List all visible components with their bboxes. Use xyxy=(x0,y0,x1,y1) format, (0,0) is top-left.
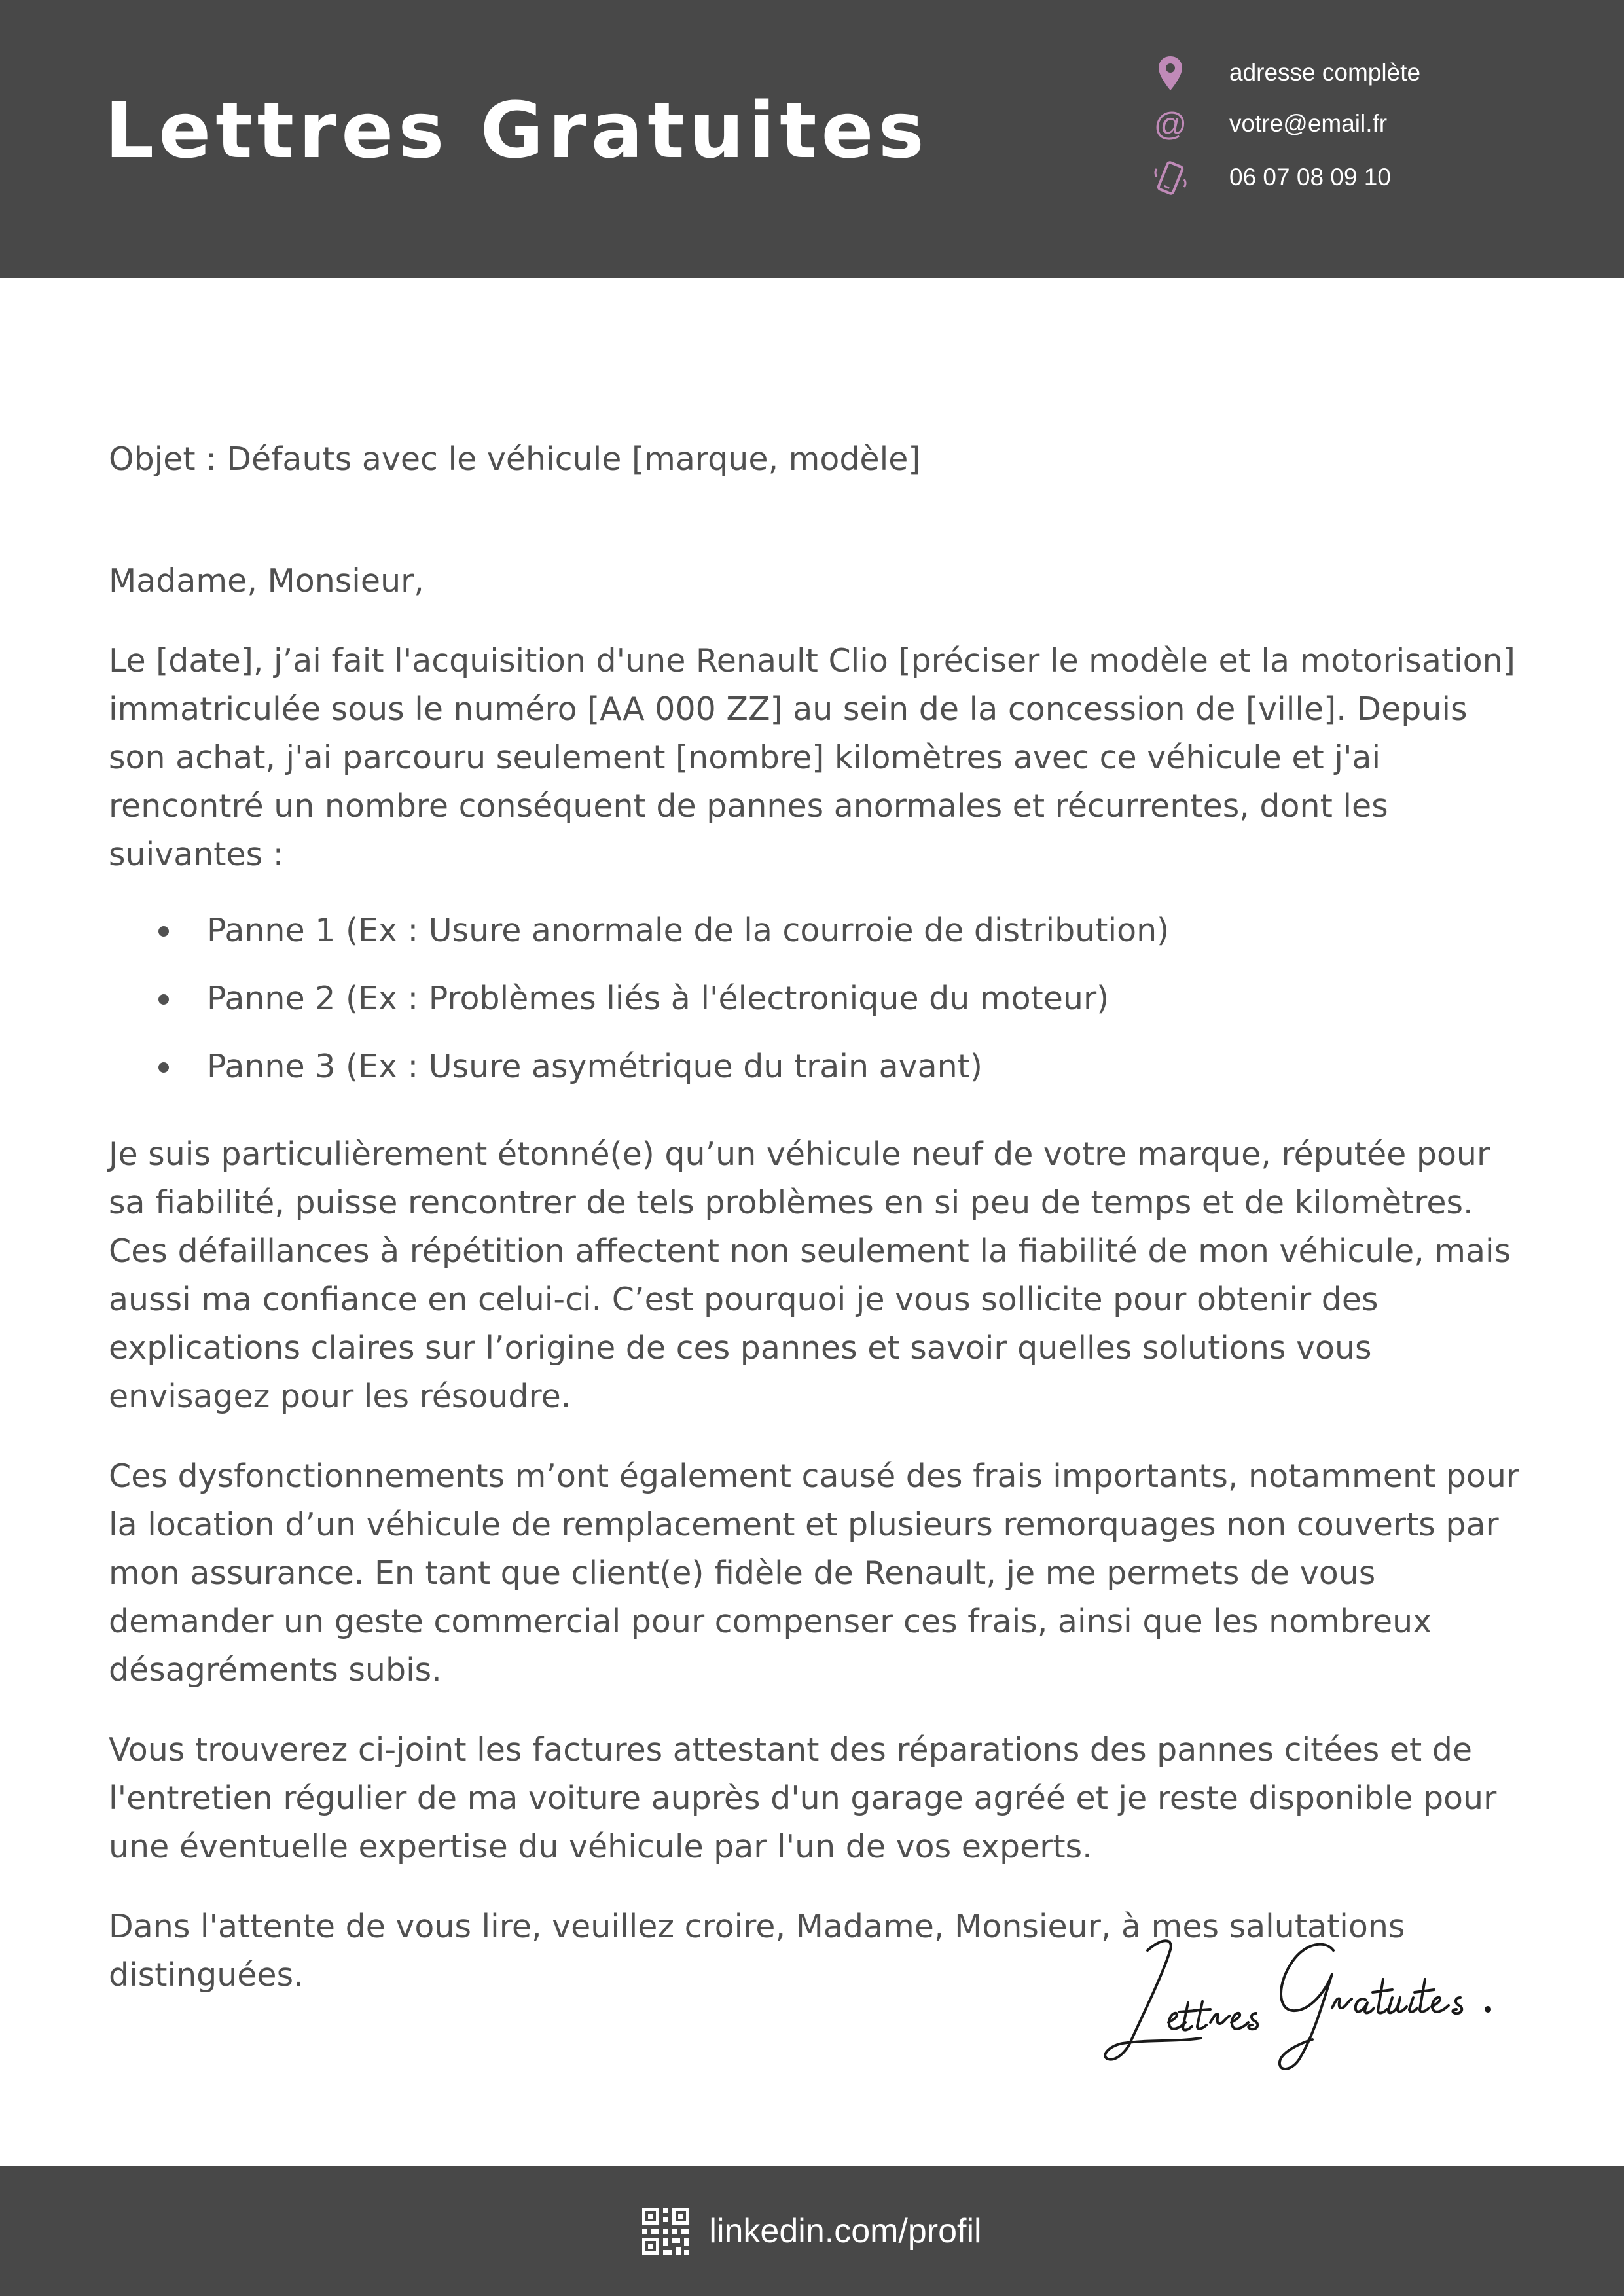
contact-phone[interactable]: 06 07 08 09 10 xyxy=(1229,164,1391,190)
contact-address-row xyxy=(1149,52,1608,98)
breakdown-text: Panne 3 (Ex : Usure asymétrique du train avant) xyxy=(207,1048,983,1085)
location-pin-icon xyxy=(1149,52,1191,94)
contact-phone-row xyxy=(1149,157,1608,203)
letter-paragraph-2: Je suis particulièrement étonné(e) qu’un véhicule neuf de votre marque, réputée pour sa fiabilité, puisse rencontrer de tels problèmes en si peu de temps et de kilomètres. Ces défaillances à répétition affectent non seulement la fiabilité de mon véhicule, mais aussi ma confiance en celui-ci. C’est pourquoi je vous sollicite pour obtenir des explications claires sur l’origine de ces pannes et savoir quelles solutions vous envisagez pour les résoudre. xyxy=(109,1136,1511,1415)
breakdown-list xyxy=(109,906,1523,1091)
letter-footer xyxy=(0,2166,1624,2296)
at-sign-icon: @ xyxy=(1153,106,1187,143)
letter-subject: Objet : Défauts avec le véhicule [marque, modèle] xyxy=(109,440,921,478)
phone-icon xyxy=(1149,157,1191,199)
bullet-icon xyxy=(158,1062,169,1073)
sender-name: Lettres Gratuites xyxy=(105,85,929,175)
bullet-icon xyxy=(158,926,169,937)
handwritten-signature xyxy=(1096,1911,1515,2081)
list-item xyxy=(109,975,1523,1023)
footer-content xyxy=(0,2166,1624,2296)
contact-email-row xyxy=(1149,103,1608,149)
letter-paragraph-3: Ces dysfonctionnements m’ont également causé des frais importants, notamment pour la location d’un véhicule de remplacement et plusieurs remorquages non couverts par mon assurance. En tant que client(e) fidèle de Renault, je me permets de vous demander un geste commercial pour compenser ces frais, ainsi que les nombreux désagréments subis. xyxy=(109,1458,1520,1689)
breakdown-text: Panne 1 (Ex : Usure anormale de la courroie de distribution) xyxy=(207,912,1170,949)
bullet-icon xyxy=(158,994,169,1005)
contact-address: adresse complète xyxy=(1229,59,1421,86)
letter-intro: Le [date], j’ai fait l'acquisition d'une Renault Clio [préciser le modèle et la motorisation] immatriculée sous le numéro [AA 000 ZZ] au sein de la concession de [ville]. Depuis son achat, j'ai parcouru seulement [nombre] kilomètres avec ce véhicule et j'ai rencontré un nombre conséquent de pannes anormales et récurrentes, dont les suivantes : xyxy=(109,642,1515,873)
letter-header xyxy=(0,0,1624,278)
letter-paragraph-4: Vous trouverez ci-joint les factures attestant des réparations des pannes citées et de l'entretien régulier de ma voiture auprès d'un garage agréé et je reste disponible pour une éventuelle expertise du véhicule par l'un de vos experts. xyxy=(109,1731,1497,1865)
linkedin-link[interactable]: linkedin.com/profil xyxy=(709,2212,982,2250)
letter-salutation: Madame, Monsieur, xyxy=(109,562,424,600)
list-item xyxy=(109,1043,1523,1091)
letter-body xyxy=(109,435,1523,2031)
qr-code-icon xyxy=(642,2208,689,2255)
list-item xyxy=(109,906,1523,955)
letter-closing: Dans l'attente de vous lire, veuillez croire, Madame, Monsieur, à mes salutations distinguées. xyxy=(109,1908,1405,1994)
breakdown-text: Panne 2 (Ex : Problèmes liés à l'électronique du moteur) xyxy=(207,980,1110,1017)
contact-email[interactable]: votre@email.fr xyxy=(1229,110,1388,137)
